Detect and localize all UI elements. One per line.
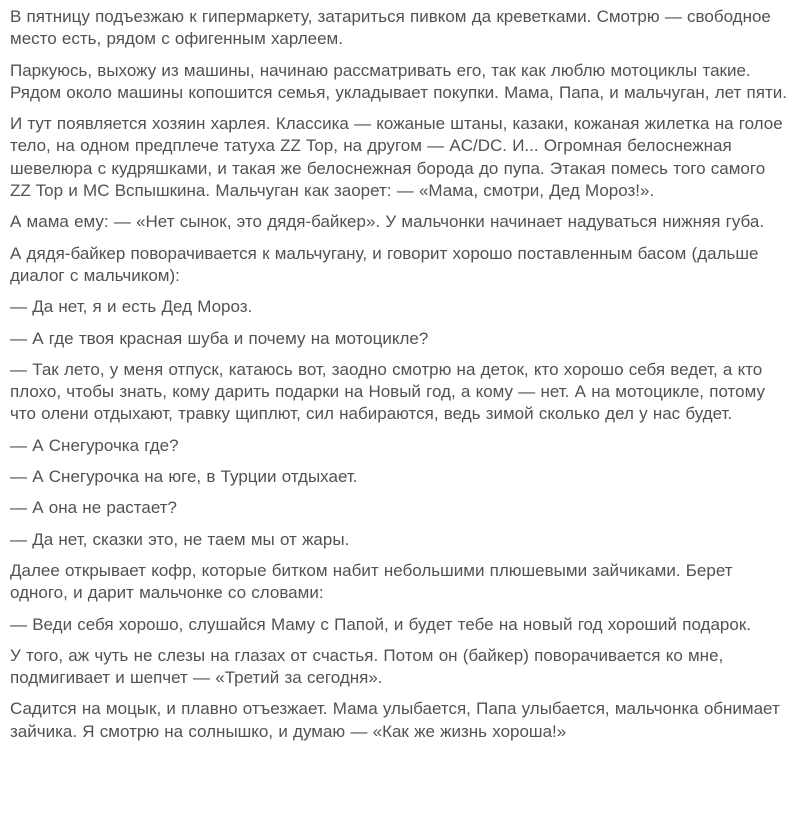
story-paragraph: Далее открывает кофр, которые битком набит небольшими плюшевыми зайчиками. Берет одного, и дарит мальчонке со словами: [10,560,733,603]
story-paragraph-dialog: — Да нет, сказки это, не таем мы от жары. [10,529,350,549]
story-paragraph-dialog: — А она не растает? [10,498,177,518]
story-paragraph-dialog: — А где твоя красная шуба и почему на мотоцикле? [10,328,429,348]
story-paragraph: А дядя-байкер поворачивается к мальчугану, и говорит хорошо поставленным басом (дальше диалог с мальчиком): [10,243,759,285]
story-paragraph-dialog: — А Снегурочка где? [10,435,179,455]
story-paragraph: И тут появляется хозяин харлея. Классика — кожаные штаны, казаки, кожаная жилетка на голое тело, на одном предплече татуха ZZ Top, на другом — AC/DC. И... Огромная белоснежная шевелюра с кудряшками, и такая же белоснежная борода до пупа. Этакая помесь того самого ZZ Top и МС Вспышкина. Мальчуган как заорет: — «Мама, смотри, Дед Мороз!». [10,114,783,201]
story-paragraph-dialog: — Да нет, я и есть Дед Мороз. [10,297,253,317]
story-paragraph: В пятницу подъезжаю к гипермаркету, затариться пивком да креветками. Смотрю — свободное место есть, рядом с офигенным харлеем. [10,7,771,49]
story-paragraph-dialog: — Так лето, у меня отпуск, катаюсь вот, заодно смотрю на деток, кто хорошо себя ведет, а кто плохо, чтобы знать, кому дарить подарки на Новый год, а кому — нет. А на мотоцикле, потому что олени отдыхают, травку щиплют, сил набираются, ведь зимой сколько дел у нас будет. [10,359,765,424]
story-paragraph-dialog: — Веди себя хорошо, слушайся Маму с Папой, и будет тебе на новый год хороший подарок. [10,614,751,634]
story-paragraph: А мама ему: — «Нет сынок, это дядя-байкер». У мальчонки начинает надуваться нижняя губа. [10,212,765,232]
story-paragraph: Садится на моцык, и плавно отъезжает. Мама улыбается, Папа улыбается, мальчонка обнимает зайчика. Я смотрю на солнышко, и думаю — «Как же жизнь хороша!» [10,699,780,741]
story-paragraph: Паркуюсь, выхожу из машины, начинаю рассматривать его, так как люблю мотоциклы такие. Рядом около машины копошится семья, укладывает покупки. Мама, Папа, и мальчуган, лет пяти. [10,60,787,102]
story-paragraph: У того, аж чуть не слезы на глазах от счастья. Потом он (байкер) поворачивается ко мне, подмигивает и шепчет — «Третий за сегодня». [10,645,724,688]
story-paragraph-dialog: — А Снегурочка на юге, в Турции отдыхает. [10,467,358,487]
